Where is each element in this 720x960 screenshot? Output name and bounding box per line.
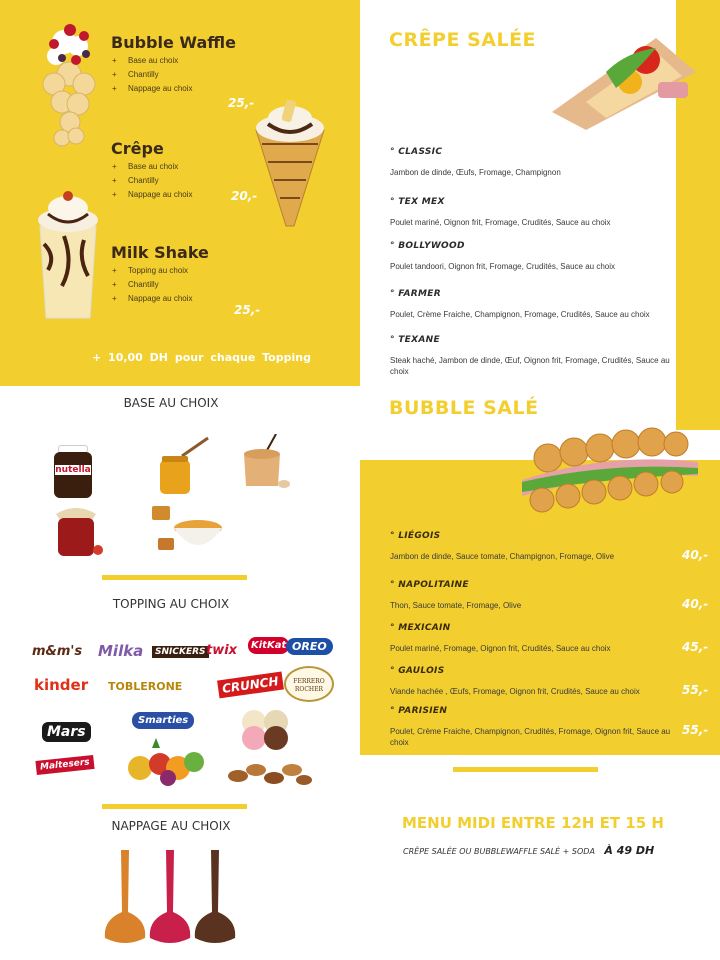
list-item: + Chantilly: [112, 174, 193, 188]
milkshake-ingredients: [112, 264, 193, 306]
menu-item-name: ° TEX MEX: [390, 197, 445, 207]
crepe-ingredients: [112, 160, 193, 202]
sauce-drips-image: [100, 850, 250, 950]
brand-milka: Milka: [98, 642, 144, 660]
sauce-drip: [150, 850, 190, 943]
menu-item-price: 60,-: [682, 352, 709, 366]
bubble-waffle-ingredients: [112, 54, 193, 96]
menu-midi-price: À 49 DH: [604, 844, 655, 857]
brand-mars: Mars: [42, 722, 91, 742]
menu-item-price: 55,-: [682, 306, 709, 320]
milkshake-title: Milk Shake: [111, 243, 209, 262]
sauce-drip: [105, 850, 145, 943]
menu-item-name: ° BOLLYWOOD: [390, 241, 465, 251]
menu-item-name: ° GAULOIS: [390, 666, 445, 676]
bubble-waffle-price: 25,-: [228, 96, 255, 110]
crepe-price: 20,-: [231, 189, 258, 203]
menu-item-price: 45,-: [682, 214, 709, 228]
brand-ferrero-rocher: FERRERO ROCHER: [284, 666, 334, 702]
brand-maltesers: Maltesers: [35, 755, 94, 775]
list-item: + Nappage au choix: [112, 292, 193, 306]
menu-midi-title: MENU MIDI ENTRE 12H ET 15 H: [402, 814, 664, 832]
menu-item-name: ° TEXANE: [390, 335, 440, 345]
menu-item-name: ° FARMER: [390, 289, 441, 299]
brand-mms: m&m's: [32, 644, 83, 659]
nutella-jar: nutella: [54, 445, 92, 498]
menu-item-description: Thon, Sauce tomate, Fromage, Olive: [390, 601, 522, 610]
list-item: + Nappage au choix: [112, 188, 193, 202]
menu-item-price: 45,-: [682, 640, 709, 654]
brand-oreo: OREO: [286, 638, 333, 655]
crepe-image: [250, 100, 330, 232]
menu-item-description: Poulet mariné, Fromage, Oignon frit, Crudités, Sauce au choix: [390, 644, 611, 653]
brand-smarties: Smarties: [132, 712, 194, 729]
bubble-sale-title: BUBBLE SALÉ: [389, 397, 539, 419]
savory-crepe-image: [546, 32, 702, 132]
menu-item-description: Poulet mariné, Oignon frit, Fromage, Crudités, Sauce au choix: [390, 218, 611, 227]
menu-item-description: Jambon de dinde, Sauce tomate, Champignon, Fromage, Olive: [390, 552, 615, 561]
menu-item-description: Poulet tandoori, Oignon frit, Fromage, Crudités, Sauce au choix: [390, 262, 616, 271]
brand-kinder: kinder: [34, 676, 89, 694]
list-item: + Topping au choix: [112, 264, 193, 278]
peanut-butter-jar: [240, 434, 292, 492]
menu-item-price: 40,-: [682, 164, 709, 178]
menu-item-description: Poulet, Crème Fraiche, Champignon, Crudités, Fromage, Oignon frit, Sauce au choix: [390, 727, 671, 747]
menu-item-description: Poulet, Crème Fraiche, Champignon, Fromage, Crudités, Sauce au choix: [390, 310, 650, 319]
ice-cream-image: [236, 708, 296, 750]
milkshake-price: 25,-: [234, 303, 261, 317]
menu-item-description: Viande hachée , Œufs, Fromage, Oignon frit, Crudités, Sauce au choix: [390, 687, 640, 696]
menu-item-price: 55,-: [682, 683, 709, 697]
divider: [453, 767, 598, 772]
nappage-title: NAPPAGE AU CHOIX: [111, 819, 231, 833]
brand-twix: twix: [206, 643, 238, 658]
list-item: + Chantilly: [112, 68, 193, 82]
milkshake-image: [34, 186, 102, 326]
list-item: + Chantilly: [112, 278, 193, 292]
menu-item-description: Steak haché, Jambon de dinde, Œuf, Oignon frit, Fromage, Crudités, Sauce au choix: [390, 356, 670, 376]
bubble-waffle-image: [32, 14, 106, 150]
list-item: + Base au choix: [112, 54, 193, 68]
menu-item-name: ° CLASSIC: [390, 147, 443, 157]
list-item: + Base au choix: [112, 160, 193, 174]
menu-item-name: ° NAPOLITAINE: [390, 580, 469, 590]
menu-item-price: 40,-: [682, 597, 709, 611]
sauce-drip: [195, 850, 235, 943]
topping-title: TOPPING AU CHOIX: [112, 597, 230, 611]
base-title: BASE AU CHOIX: [123, 396, 219, 410]
savory-bubble-image: [508, 422, 704, 520]
menu-item-price: 55,-: [682, 723, 709, 737]
fruit-basket-image: [122, 738, 208, 788]
menu-midi-subtitle: CRÊPE SALÉE OU BUBBLEWAFFLE SALÉ + SODA À 49 DH: [403, 844, 655, 857]
divider: [102, 575, 247, 580]
brand-toblerone: TOBLERONE: [108, 680, 183, 693]
honey-jar: [158, 436, 212, 496]
brand-snickers: SNICKERS: [152, 646, 209, 658]
menu-item-description: Jambon de dinde, Œufs, Fromage, Champignon: [390, 168, 561, 177]
menu-item-name: ° PARISIEN: [390, 706, 448, 716]
bubble-waffle-title: Bubble Waffle: [111, 33, 236, 52]
crepe-salee-title: CRÊPE SALÉE: [389, 29, 537, 51]
menu-item-name: ° LIÉGOIS: [390, 531, 441, 541]
list-item: + Nappage au choix: [112, 82, 193, 96]
nuts-image: [226, 758, 314, 790]
brand-kitkat: KitKat: [248, 637, 289, 654]
crepe-title: Crêpe: [111, 139, 164, 158]
menu-item-name: ° MEXICAIN: [390, 623, 451, 633]
menu-item-price: 45,-: [682, 258, 709, 272]
caramel-bowl: [148, 504, 224, 558]
divider: [102, 804, 247, 809]
menu-item-price: 40,-: [682, 548, 709, 562]
jam-jar: [50, 504, 106, 558]
brand-crunch: CRUNCH: [217, 672, 284, 699]
topping-note: + 10,00 DH pour chaque Topping: [92, 351, 311, 364]
